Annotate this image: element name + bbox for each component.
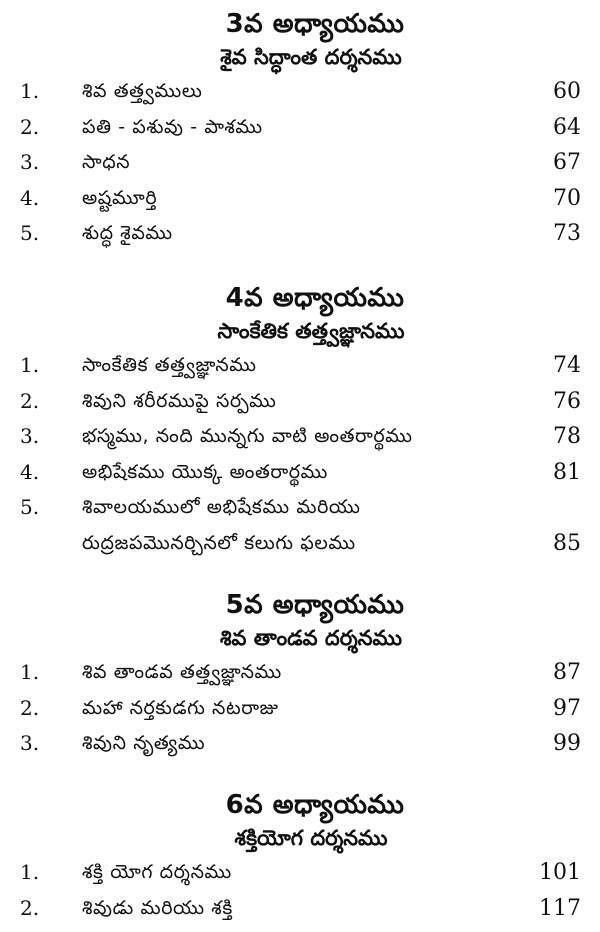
- entry-page-number: 101: [539, 860, 581, 885]
- toc-entry: [0, 490, 600, 526]
- chapter-section-5: [0, 587, 600, 762]
- toc-entry: [0, 145, 600, 181]
- toc-entry: [0, 419, 600, 455]
- entry-title: శివుడు మరియు శక్తి: [82, 896, 233, 919]
- toc-entry: [0, 384, 600, 420]
- chapter-title: 4వ అధ్యాయము: [225, 283, 405, 313]
- entry-number: 2.: [20, 388, 40, 413]
- entry-page-number: 97: [553, 695, 581, 721]
- chapter-title: 5వ అధ్యాయము: [225, 590, 405, 620]
- entry-title: శివుని నృత్యము: [82, 732, 206, 754]
- entry-number: 1.: [20, 660, 40, 684]
- entry-title: శివ తాండవ తత్త్వజ్ఞానము: [82, 661, 282, 683]
- entry-number: 5.: [20, 221, 40, 245]
- toc-entry: [0, 691, 600, 727]
- entry-number: 4.: [20, 185, 40, 210]
- entry-title: శివుని శరీరముపై సర్పము: [82, 389, 277, 412]
- entry-number: 2.: [20, 895, 40, 920]
- entry-page-number: 60: [553, 79, 581, 104]
- entry-number: 1.: [20, 860, 40, 884]
- entry-page-number: 76: [553, 388, 581, 414]
- chapter-subtitle: శివ తాండవ దర్శనము: [219, 626, 403, 650]
- toc-entry-list: [0, 348, 600, 561]
- entry-number: 1.: [20, 353, 40, 377]
- entry-page-number: 64: [553, 114, 581, 140]
- toc-entry: [0, 216, 600, 252]
- toc-entry: [0, 655, 600, 691]
- toc-entry: [0, 181, 600, 217]
- entry-number: 4.: [20, 459, 40, 484]
- toc-entry: [0, 891, 600, 927]
- entry-title: శివాలయములో అభిషేకము మరియు: [82, 496, 361, 518]
- entry-title: శుద్ధ శైవము: [82, 222, 173, 244]
- entry-title: సాధన: [82, 151, 131, 173]
- entry-title: పతి - పశువు - పాశము: [82, 115, 263, 138]
- toc-entry-list: [0, 855, 600, 926]
- entry-page-number: 81: [553, 459, 581, 485]
- entry-title: అభిషేకము యొక్క అంతరార్థము: [82, 460, 328, 483]
- entry-number: 1.: [20, 79, 40, 103]
- toc-entry: [0, 74, 600, 110]
- chapter-section-3: [0, 6, 600, 252]
- chapter-section-4: [0, 280, 600, 561]
- entry-page-number: 78: [553, 424, 581, 449]
- entry-title: మహా నర్తకుడగు నటరాజు: [82, 696, 279, 719]
- entry-number: 2.: [20, 114, 40, 139]
- chapter-subtitle: సాంకేతిక తత్త్వజ్ఞానము: [217, 319, 405, 343]
- chapter-title: 6వ అధ్యాయము: [225, 790, 405, 820]
- entry-page-number: 85: [553, 530, 581, 556]
- toc-entry: [0, 855, 600, 891]
- entry-title: రుద్రజపమొనర్చినలో కలుగు ఫలము: [82, 531, 356, 554]
- entry-title: భస్మము, నంది మున్నగు వాటి అంతరార్థము: [82, 425, 413, 447]
- entry-page-number: 87: [553, 660, 581, 685]
- chapter-subtitle: శైవ సిద్ధాంత దర్శనము: [220, 45, 402, 69]
- toc-entry: [0, 348, 600, 384]
- toc-entry-continuation: [0, 526, 600, 562]
- entry-page-number: 99: [553, 731, 581, 756]
- entry-number: 2.: [20, 695, 40, 720]
- entry-page-number: 73: [553, 221, 581, 246]
- entry-title: సాంకేతిక తత్త్వజ్ఞానము: [82, 354, 257, 376]
- toc-entry-list: [0, 655, 600, 762]
- entry-title: శివ తత్త్వములు: [82, 80, 203, 102]
- toc-entry: [0, 726, 600, 762]
- entry-page-number: 67: [553, 150, 581, 175]
- toc-entry-list: [0, 74, 600, 252]
- entry-number: 5.: [20, 495, 40, 519]
- entry-title: శక్తి యోగ దర్శనము: [82, 861, 232, 883]
- chapter-section-6: [0, 787, 600, 926]
- entry-page-number: 70: [553, 185, 581, 211]
- chapter-title: 3వ అధ్యాయము: [225, 9, 405, 39]
- entry-title: అష్టమూర్తి: [82, 186, 158, 209]
- entry-number: 3.: [20, 150, 40, 174]
- toc-entry: [0, 455, 600, 491]
- entry-number: 3.: [20, 424, 40, 448]
- toc-entry: [0, 110, 600, 146]
- chapter-subtitle: శక్తియోగ దర్శనము: [234, 826, 388, 850]
- entry-page-number: 74: [553, 353, 581, 378]
- entry-page-number: 117: [539, 895, 581, 921]
- entry-number: 3.: [20, 731, 40, 755]
